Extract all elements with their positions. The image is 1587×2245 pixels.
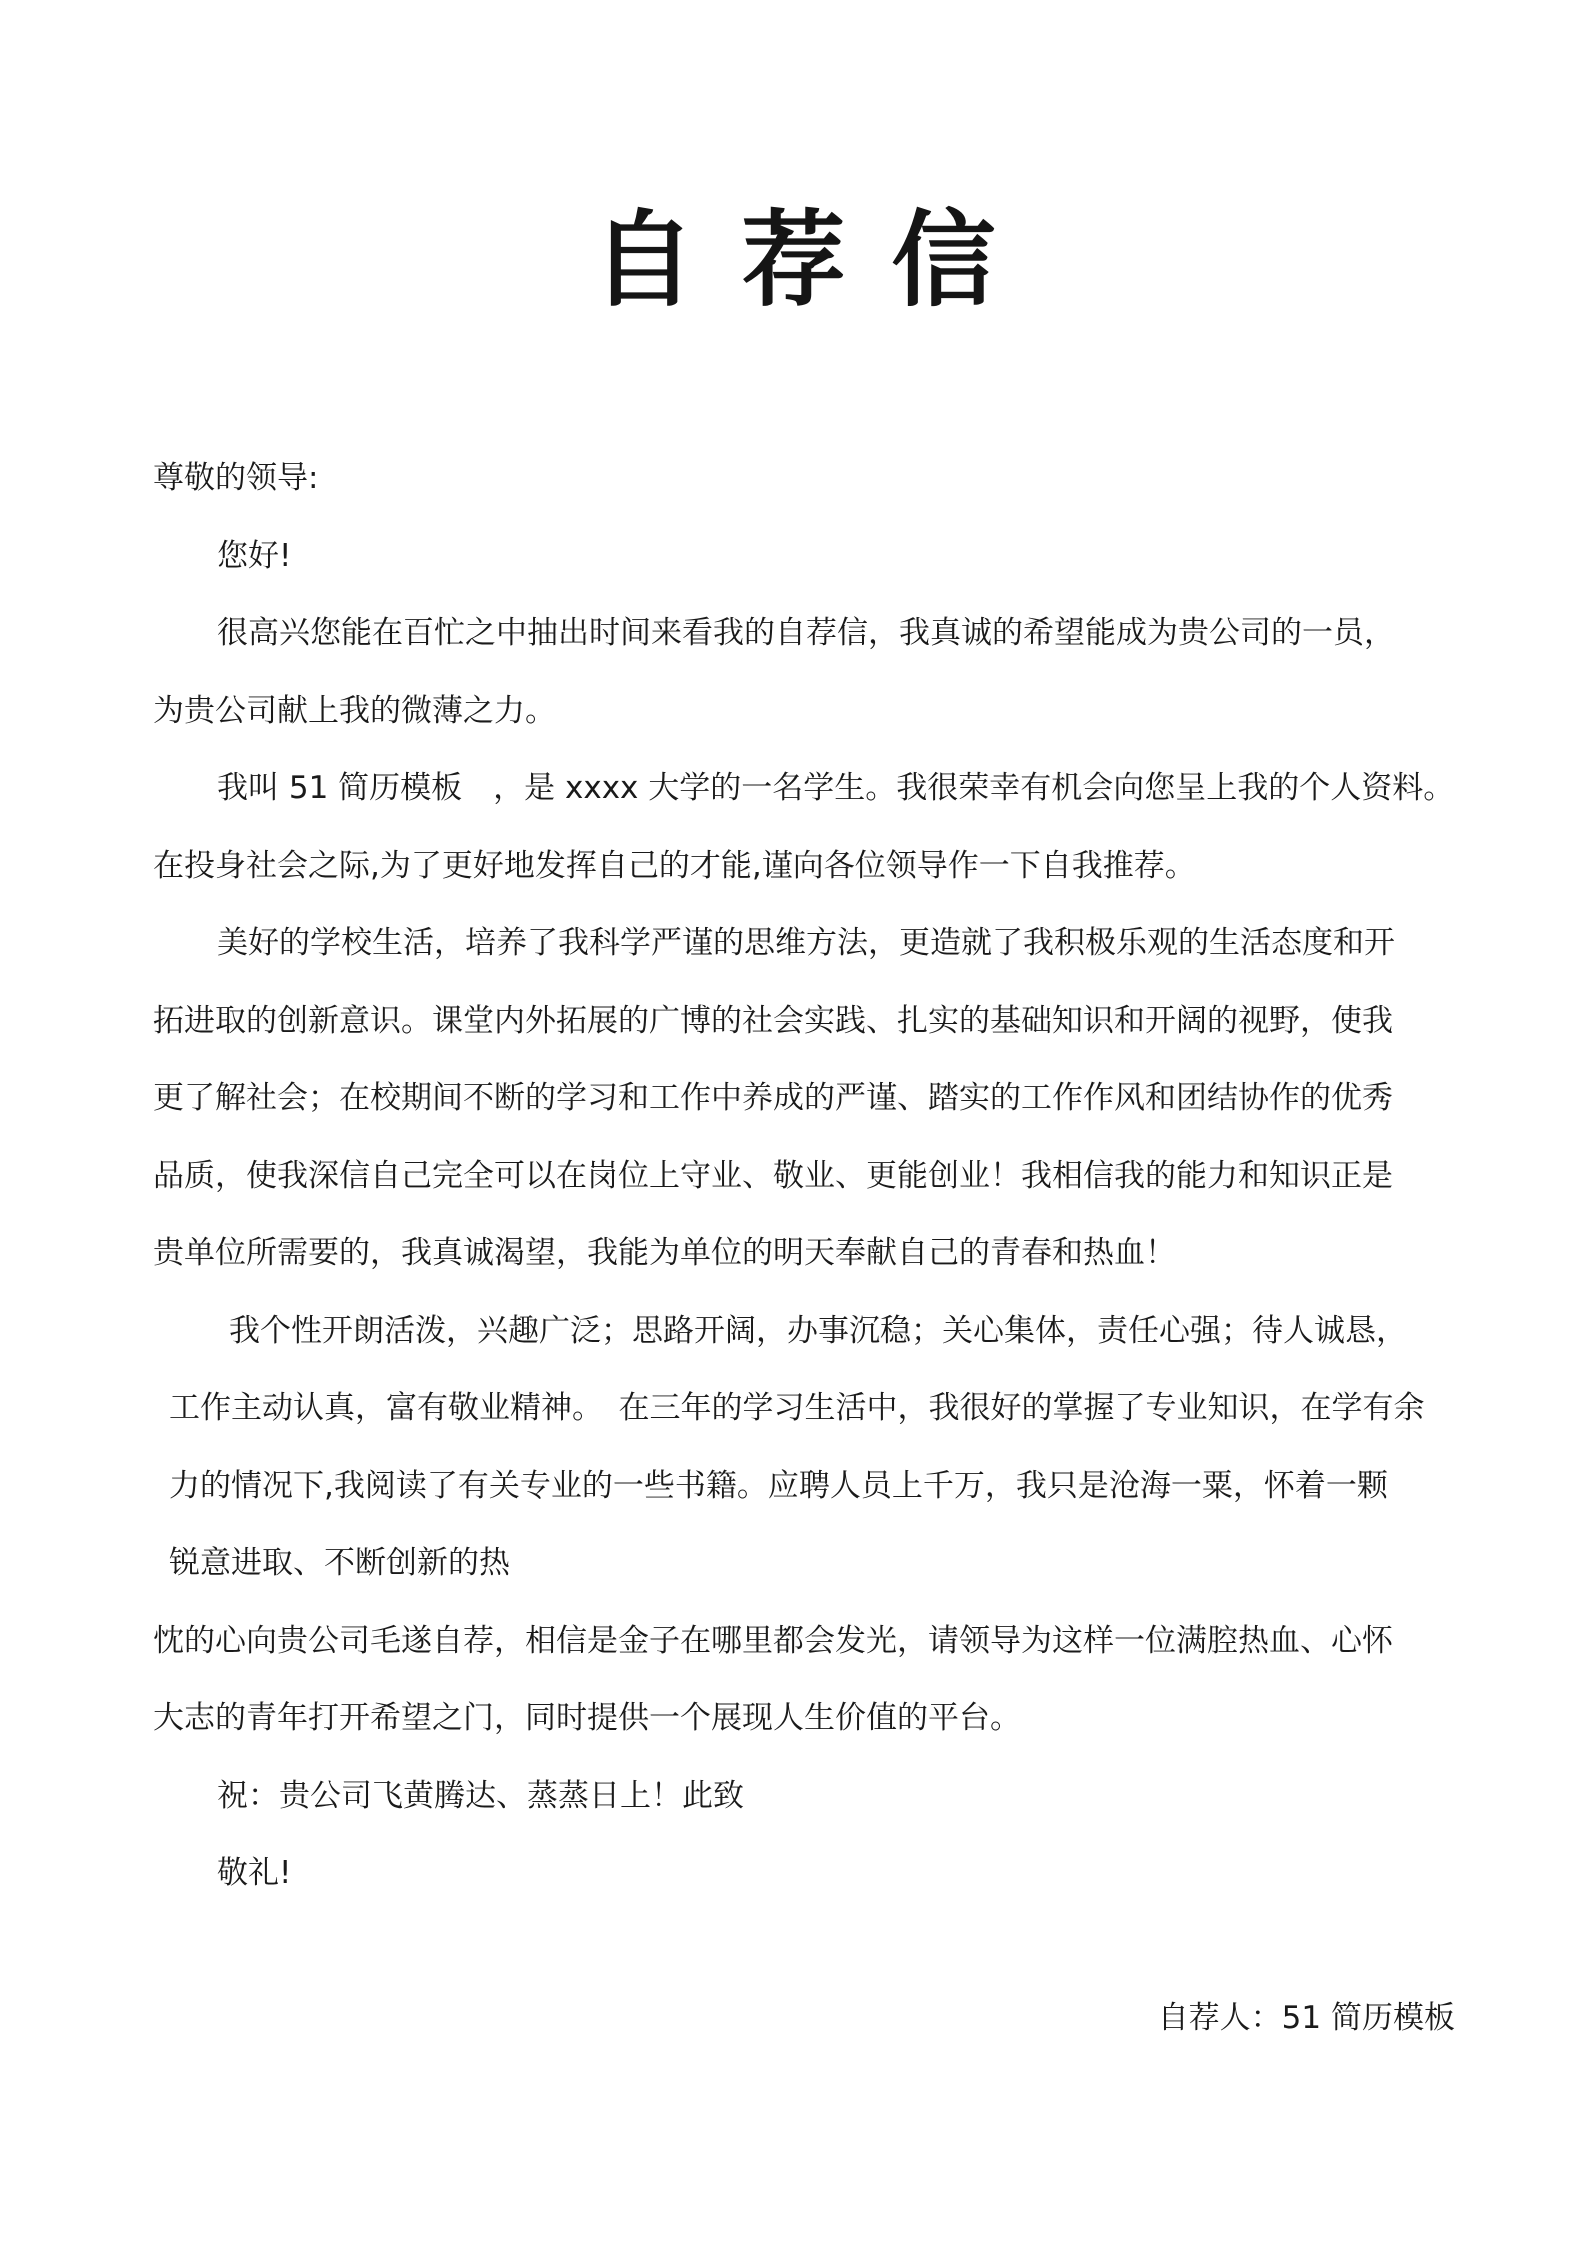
paragraph-line: 很高兴您能在百忙之中抽出时间来看我的自荐信，我真诚的希望能成为贵公司的一员， — [217, 615, 1395, 651]
paragraph-line: 在投身社会之际,为了更好地发挥自己的才能,谨向各位领导作一下自我推荐。 — [153, 847, 1196, 884]
signature: 自荐人：51 简历模板 — [1157, 2000, 1455, 2036]
paragraph-line: 力的情况下,我阅读了有关专业的一些书籍。应聘人员上千万，我只是沧海一粟，怀着一颗 — [169, 1467, 1388, 1504]
paragraph-line: 贵单位所需要的，我真诚渴望，我能为单位的明天奉献自己的青春和热血！ — [153, 1235, 1176, 1271]
paragraph-line: 更了解社会；在校期间不断的学习和工作中养成的严谨、踏实的工作作风和团结协作的优秀 — [153, 1080, 1393, 1116]
closing-regards: 敬礼! — [217, 1855, 292, 1891]
letter-body — [153, 440, 1455, 1913]
paragraph-line: 锐意进取、不断创新的热 — [169, 1545, 510, 1581]
paragraph-line: 为贵公司献上我的微薄之力。 — [153, 692, 556, 729]
salutation: 尊敬的领导: — [153, 460, 319, 496]
paragraph-line: 工作主动认真，富有敬业精神。 在三年的学习生活中，我很好的掌握了专业知识，在学有余 — [169, 1390, 1425, 1426]
paragraph-line: 忱的心向贵公司毛遂自荐，相信是金子在哪里都会发光，请领导为这样一位满腔热血、心怀 — [153, 1622, 1393, 1659]
paragraph-line: 我叫 51 简历模板 ，是 xxxx 大学的一名学生。我很荣幸有机会向您呈上我的个人资料。 — [217, 770, 1455, 806]
paragraph-line: 我个性开朗活泼，兴趣广泛；思路开阔，办事沉稳；关心集体，责任心强；待人诚恳， — [229, 1312, 1407, 1349]
paragraph-line: 大志的青年打开希望之门，同时提供一个展现人生价值的平台。 — [153, 1700, 1021, 1736]
paragraph-line: 品质，使我深信自己完全可以在岗位上守业、敬业、更能创业！我相信我的能力和知识正是 — [153, 1157, 1393, 1194]
closing-wish: 祝：贵公司飞黄腾达、蒸蒸日上！此致 — [217, 1777, 744, 1814]
page-title: 自荐信 — [591, 199, 1042, 321]
paragraph-line: 拓进取的创新意识。课堂内外拓展的广博的社会实践、扎实的基础知识和开阔的视野，使我 — [153, 1002, 1393, 1039]
paragraph-line: 美好的学校生活，培养了我科学严谨的思维方法，更造就了我积极乐观的生活态度和开 — [217, 925, 1395, 961]
greeting: 您好! — [217, 537, 292, 574]
